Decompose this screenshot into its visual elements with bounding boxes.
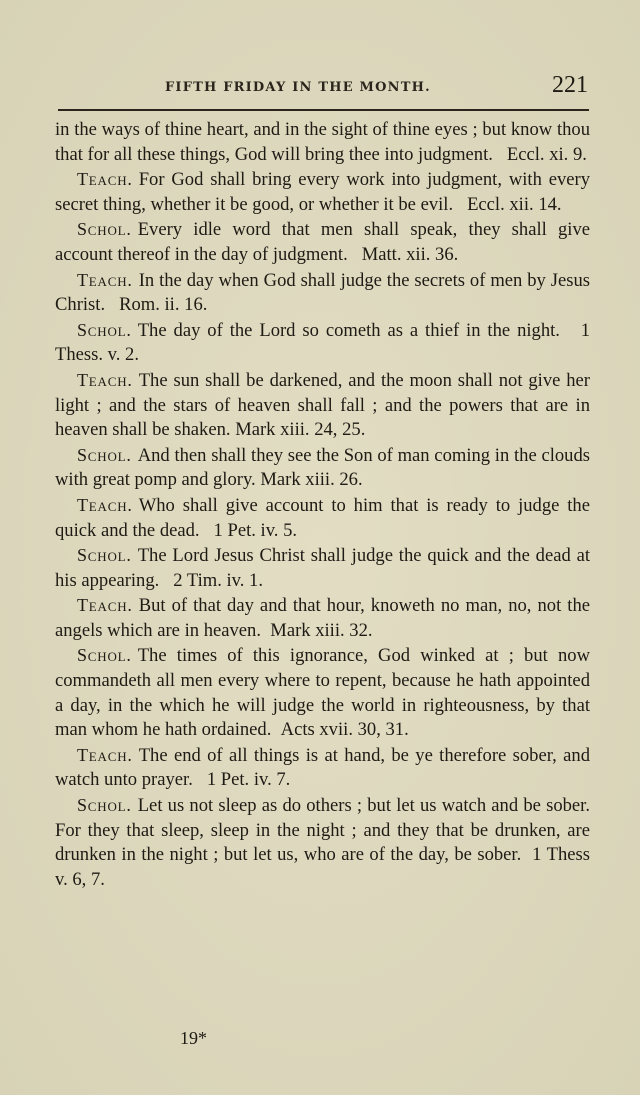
speaker-label: Teach.	[77, 494, 133, 515]
paragraph	[55, 543, 590, 593]
paragraph-text: The times of this ignorance, God winked at ; but now commandeth all men every where to repent, because he hath appointed a day, in the which he will judge the world in righteousness, by that man whom he hath ordained.	[55, 645, 590, 741]
scripture-reference: 1 Thess v. 6, 7.	[55, 844, 590, 890]
paragraph-text: For God shall bring every work into judgment, with every secret thing, whether it be good, or whether it be evil.	[55, 169, 590, 215]
paragraph-text: Let us not sleep as do others ; but let us watch and be sober. For they that sleep, sleep in the night ; and they that be drunken, are drunken in the night ; but let us, who are of the day, be sober.	[55, 795, 590, 866]
speaker-label: Teach.	[77, 744, 133, 765]
speaker-label: Schol.	[77, 444, 132, 465]
paragraph-text: In the day when God shall judge the secrets of men by Jesus Christ.	[55, 269, 590, 316]
paragraph-text: The sun shall be darkened, and the moon shall not give her light ; and the stars of heaven shall fall ; and the powers that are in heaven shall be shaken.	[55, 369, 590, 441]
scripture-reference: Rom. ii. 16.	[119, 294, 208, 316]
scripture-reference: Mark xiii. 26.	[260, 469, 363, 491]
paragraph	[55, 167, 590, 217]
paragraph	[55, 493, 590, 543]
paragraph	[55, 368, 590, 443]
paragraph-text: And then shall they see the Son of man coming in the clouds with great pomp and glory.	[55, 444, 590, 491]
speaker-label: Schol.	[77, 319, 132, 340]
paragraph	[55, 793, 590, 892]
paragraph-text: Every idle word that men shall speak, they shall give account thereof in the day of judgment.	[55, 219, 590, 265]
paragraph-text: in the ways of thine heart, and in the sight of thine eyes ; but know thou that for all these things, God will bring thee into judgment.	[55, 119, 590, 165]
paragraph-text: The day of the Lord so cometh as a thief in the night.	[137, 319, 560, 341]
speaker-label: Teach.	[77, 595, 133, 616]
speaker-label: Teach.	[77, 269, 133, 290]
page-number: 221	[552, 72, 588, 98]
paragraph	[55, 443, 590, 493]
paragraph-text: But of that day and that hour, knoweth no man, no, not the angels which are in heaven.	[55, 595, 590, 641]
scripture-reference: 1 Pet. iv. 7.	[206, 769, 291, 791]
running-title: FIFTH FRIDAY IN THE MONTH.	[165, 80, 431, 95]
header-rule	[58, 109, 589, 111]
paragraph-text: The Lord Jesus Christ shall judge the quick and the dead at his appearing.	[55, 545, 590, 591]
scripture-reference: Matt. xii. 36.	[361, 243, 459, 265]
paragraph	[55, 318, 590, 368]
scripture-reference: Acts xvii. 30, 31.	[280, 719, 409, 741]
running-head	[55, 72, 590, 100]
scripture-reference: Eccl. xii. 14.	[467, 193, 562, 215]
paragraph	[55, 643, 590, 742]
body-text	[55, 118, 590, 892]
speaker-label: Schol.	[77, 795, 132, 816]
paragraph	[55, 217, 590, 267]
speaker-label: Teach.	[77, 369, 133, 390]
signature-mark: 19*	[180, 1028, 207, 1048]
speaker-label: Schol.	[77, 645, 132, 666]
scripture-reference: 1 Pet. iv. 5.	[213, 519, 298, 541]
scripture-reference: 1 Thess. v. 2.	[55, 319, 590, 366]
scripture-reference: Mark xiii. 24, 25.	[235, 419, 366, 441]
speaker-label: Schol.	[77, 219, 132, 240]
scripture-reference: Eccl. xi. 9.	[506, 143, 587, 165]
paragraph-text: Who shall give account to him that is ready to judge the quick and the dead.	[55, 494, 590, 541]
scripture-reference: 2 Tim. iv. 1.	[173, 569, 264, 591]
paragraph	[55, 743, 590, 793]
paragraph-text: The end of all things is at hand, be ye therefore sober, and watch unto prayer.	[55, 744, 590, 791]
paragraph	[55, 593, 590, 643]
scripture-reference: Mark xiii. 32.	[270, 619, 373, 641]
paragraph	[55, 118, 590, 167]
speaker-label: Teach.	[77, 169, 133, 190]
speaker-label: Schol.	[77, 545, 132, 566]
paragraph	[55, 268, 590, 318]
